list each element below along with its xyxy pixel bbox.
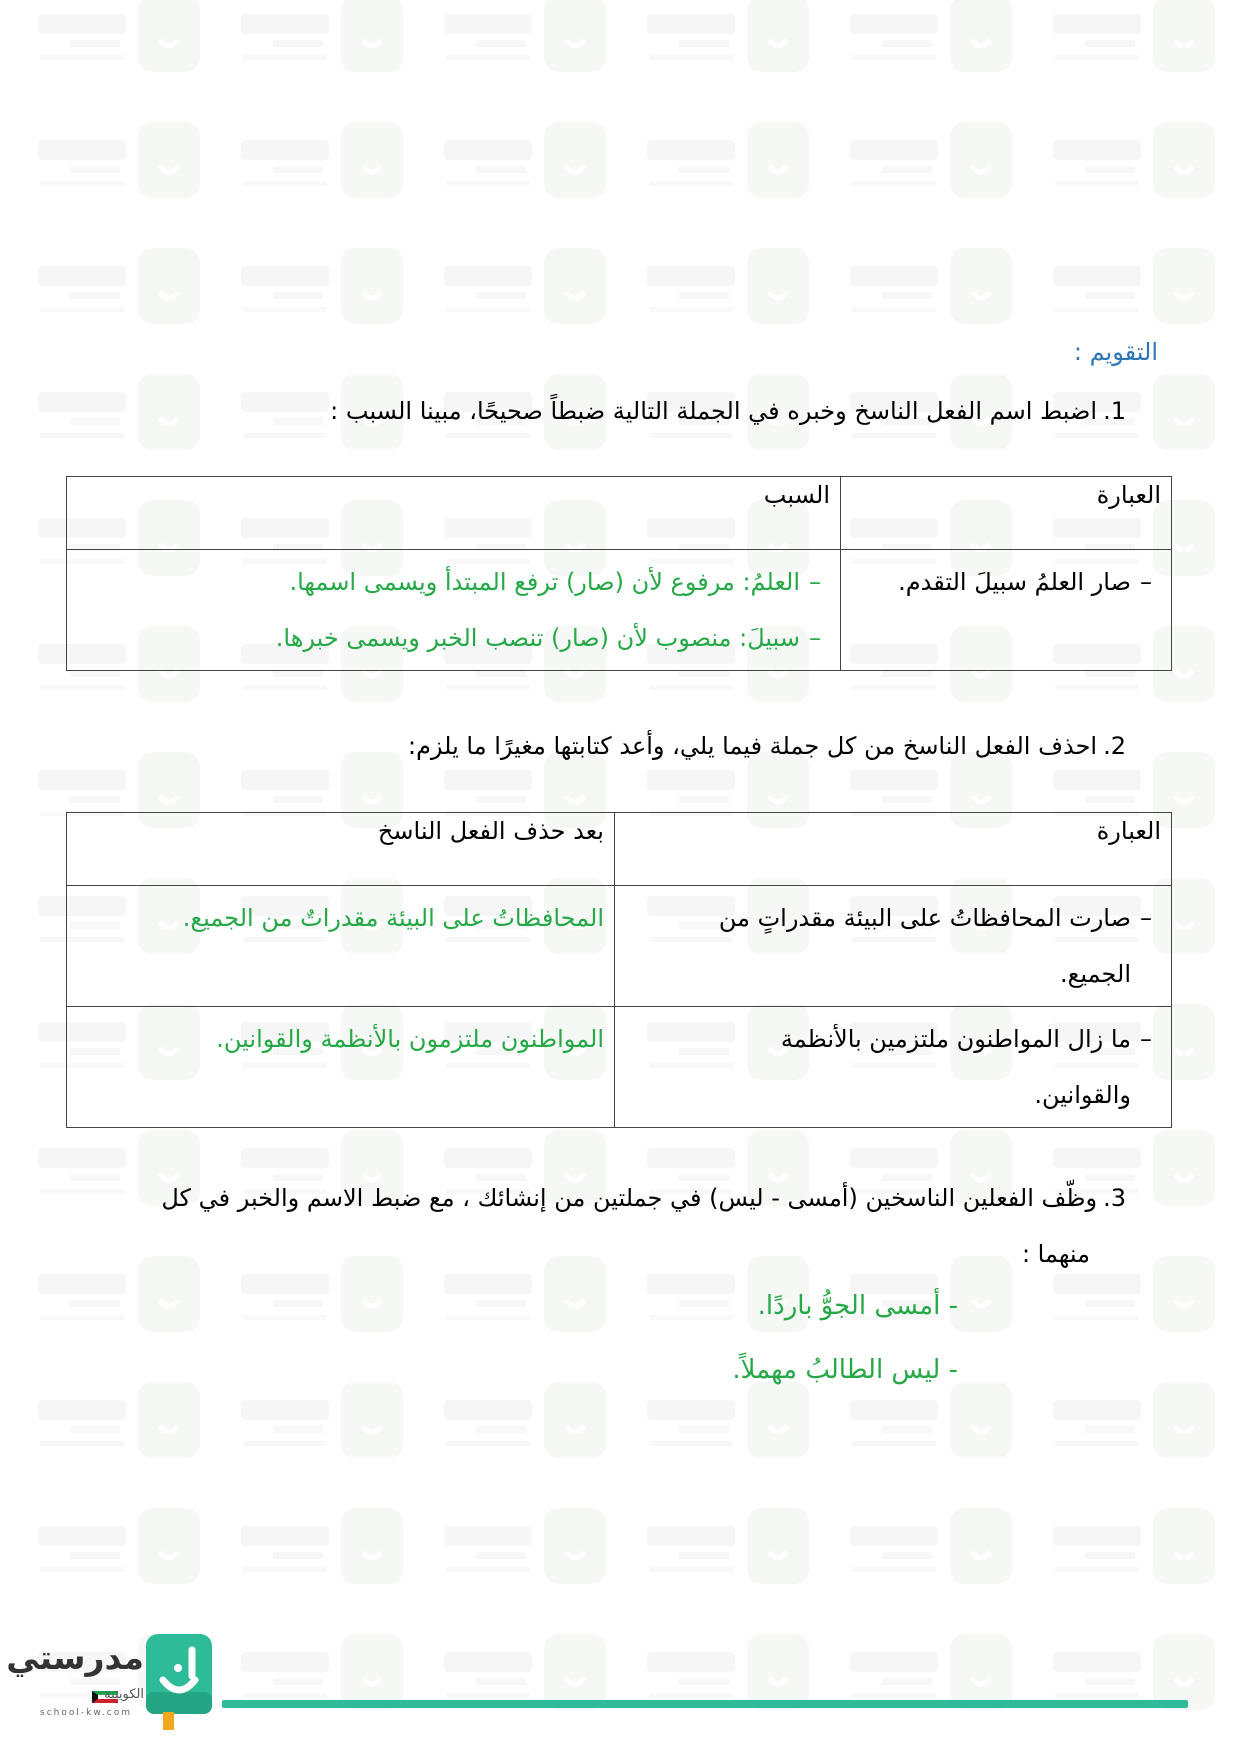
logo-name: مدرستي [6, 1638, 144, 1677]
q1-header-reason: السبب [67, 477, 841, 550]
bullet-dash: – [1140, 1025, 1152, 1053]
question-2 [408, 718, 1126, 774]
q2-header-statement: العبارة [615, 813, 1172, 886]
question-1-text: اضبط اسم الفعل الناسخ وخبره في الجملة التالية ضبطاً صحيحًا، مبينا السبب : [330, 397, 1098, 425]
q3-answer-2: - ليس الطالبُ مهملاً. [732, 1355, 958, 1385]
question-1-number: 1. [1103, 397, 1126, 425]
q1-statement: صار العلمُ سبيلَ التقدم. [898, 568, 1131, 596]
question-3 [110, 1170, 1126, 1282]
bullet-dash: – [1140, 904, 1152, 932]
q1-reason-2: سبيلَ: منصوب لأن (صار) تنصب الخبر ويسمى خبرها. [275, 624, 800, 652]
q2-header-after: بعد حذف الفعل الناسخ [67, 813, 615, 886]
bullet-dash: – [1140, 568, 1152, 596]
question-3-line-2: منهما : [1021, 1240, 1090, 1268]
q2-statement-cell-1 [615, 886, 1172, 1007]
question-1 [330, 383, 1126, 439]
question-2-number: 2. [1103, 732, 1126, 760]
question-2-text: احذف الفعل الناسخ من كل جملة فيما يلي، وأعد كتابتها مغيرًا ما يلزم: [407, 732, 1098, 760]
question-3-number: 3. [1103, 1184, 1126, 1212]
q2-statement-2a: ما زال المواطنون ملتزمين بالأنظمة [780, 1025, 1131, 1053]
q2-answer-1 [67, 886, 615, 1007]
q2-statement-1b: الجميع. [1060, 960, 1131, 988]
logo-subtitle: الكويتية [104, 1687, 144, 1702]
question-3-line-1: وظّف الفعلين الناسخين (أمسى - ليس) في جملتين من إنشائك ، مع ضبط الاسم والخبر في كل [161, 1184, 1098, 1212]
section-heading: التقويم : [1073, 338, 1158, 366]
logo-url: school-kw.com [40, 1708, 132, 1718]
q1-header-statement: العبارة [841, 477, 1172, 550]
q1-reason-cell [67, 550, 841, 671]
question-2-table [66, 812, 1172, 1128]
q3-answer-1: - أمسى الجوُّ باردًا. [757, 1291, 958, 1321]
q2-answer-1-text: المحافظاتُ على البيئة مقدراتٌ من الجميع. [182, 904, 604, 932]
q2-answer-2 [67, 1007, 615, 1128]
q2-statement-1a: صارت المحافظاتُ على البيئة مقدراتٍ من [718, 904, 1131, 932]
q1-statement-cell [841, 550, 1172, 671]
question-1-table [66, 476, 1172, 671]
bullet-dash: – [809, 568, 821, 596]
bullet-dash: – [809, 624, 821, 652]
q2-answer-2-text: المواطنون ملتزمون بالأنظمة والقوانين. [216, 1025, 604, 1053]
q2-statement-2b: والقوانين. [1034, 1081, 1131, 1109]
q1-reason-1: العلمُ: مرفوع لأن (صار) ترفع المبتدأ ويسمى اسمها. [289, 568, 800, 596]
q2-statement-cell-2 [615, 1007, 1172, 1128]
